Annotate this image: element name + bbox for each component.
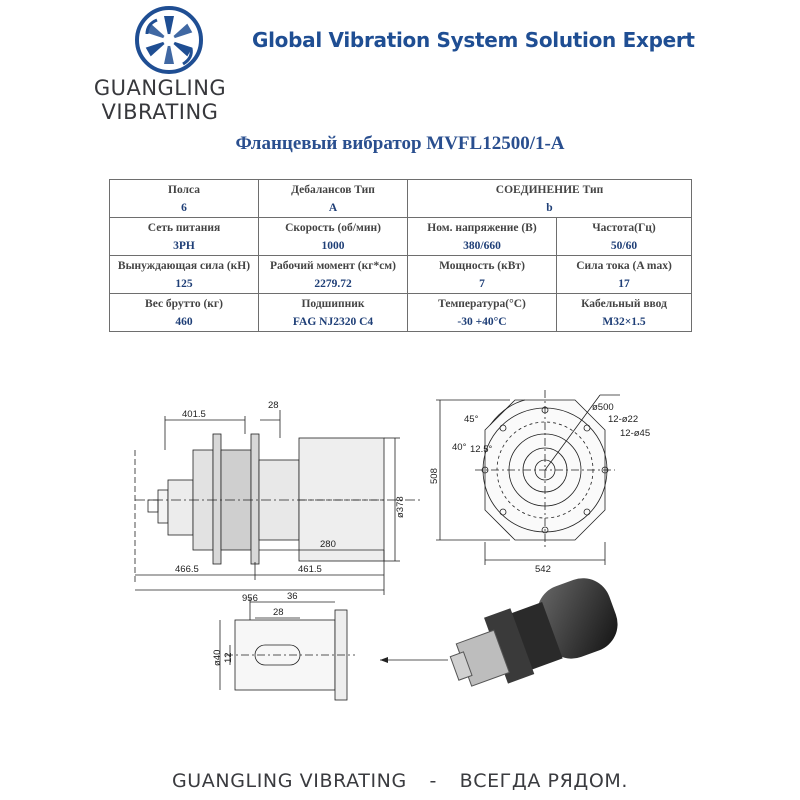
spec-cell [408,218,557,256]
spec-label: Ном. напряжение (В) [427,222,537,234]
shaft-drawing [195,590,365,720]
shaft-dim-28: 28 [273,607,284,618]
brand-name-line1: GUANGLING [93,76,227,100]
product-render-image [440,570,640,710]
dim-12-45: 12-ø45 [620,428,651,439]
spec-value: FAG NJ2320 C4 [292,316,374,328]
dim-461-5: 461.5 [298,564,322,575]
dim-401-5: 401.5 [182,409,206,420]
shaft-dim-36: 36 [287,591,298,602]
header [0,0,800,125]
spec-label: Вес брутто (кг) [145,298,223,310]
spec-cell [557,294,692,332]
spec-label: Полса [168,184,200,196]
footer-tagline: ВСЕГДА РЯДОМ. [459,770,629,792]
spec-cell [110,294,259,332]
spec-label: Сеть питания [147,222,221,234]
dim-542: 542 [535,564,551,575]
spec-value: 3PH [173,240,195,252]
spec-label: Частота(Гц) [592,222,656,234]
spec-value: M32×1.5 [602,316,646,328]
dim-956: 956 [242,593,258,604]
dim-40deg: 40° [452,442,467,453]
spec-label: Вынуждающая сила (кН) [117,260,251,272]
spec-value: -30 +40°С [457,316,507,328]
spec-value: A [328,202,338,214]
spec-row [110,256,692,294]
brand-name [80,76,240,124]
spec-value: 6 [181,202,187,214]
spec-row [110,180,692,218]
spec-label: СОЕДИНЕНИЕ Тип [495,184,604,196]
spec-cell [259,294,408,332]
spec-cell [557,218,692,256]
spec-label: Мощность (кВт) [439,260,525,272]
spec-cell [110,256,259,294]
spec-label: Скорость (об/мин) [285,222,381,234]
spec-value: 2279.72 [314,278,352,290]
spec-label: Кабельный ввод [581,298,667,310]
dim-508: 508 [429,468,440,484]
arrow-icon [380,655,450,665]
spec-cell [110,218,259,256]
spec-table [109,179,692,332]
spec-label: Рабочий момент (кг*см) [270,260,396,272]
dim-378: ø378 [395,496,406,518]
spec-label: Дебалансов Тип [291,184,375,196]
spec-cell [259,218,408,256]
spec-row [110,294,692,332]
brand-name-line2: VIBRATING [101,100,219,124]
dim-12-22: 12-ø22 [608,414,639,425]
shaft-dim-12: 12 [223,652,234,663]
spec-cell [557,256,692,294]
spec-cell [259,180,408,218]
dim-500: ø500 [592,402,614,413]
spec-cell [110,180,259,218]
spec-label: Сила тока (A max) [576,260,672,272]
dim-280: 280 [320,539,336,550]
spec-cell [408,256,557,294]
spec-cell [259,256,408,294]
brand-slogan: Global Vibration System Solution Expert [252,28,695,52]
spec-value: 380/660 [463,240,501,252]
spec-value: 125 [175,278,193,290]
page-title: Фланцевый вибратор MVFL12500/1-A [235,133,565,154]
dim-12-5deg: 12.5° [470,444,493,455]
spec-label: Подшипник [301,298,365,310]
spec-cell [408,294,557,332]
technical-drawings [0,360,800,740]
spec-value: 1000 [321,240,345,252]
spec-value: 17 [618,278,630,290]
dim-45deg: 45° [464,414,479,425]
spec-value: b [546,202,553,214]
spec-row [110,218,692,256]
dim-466-5: 466.5 [175,564,199,575]
footer-brand: GUANGLING VIBRATING [171,770,407,792]
footer [0,770,800,792]
spec-value: 50/60 [610,240,638,252]
dim-28: 28 [268,400,279,411]
spec-label: Температура(°С) [438,298,526,310]
shaft-dim-40: ø40 [212,649,223,666]
triskele-logo-icon [133,4,205,76]
spec-cell [408,180,692,218]
front-view-drawing [420,370,660,580]
spec-value: 460 [175,316,193,328]
spec-value: 7 [479,278,485,290]
footer-separator: - [429,770,437,792]
